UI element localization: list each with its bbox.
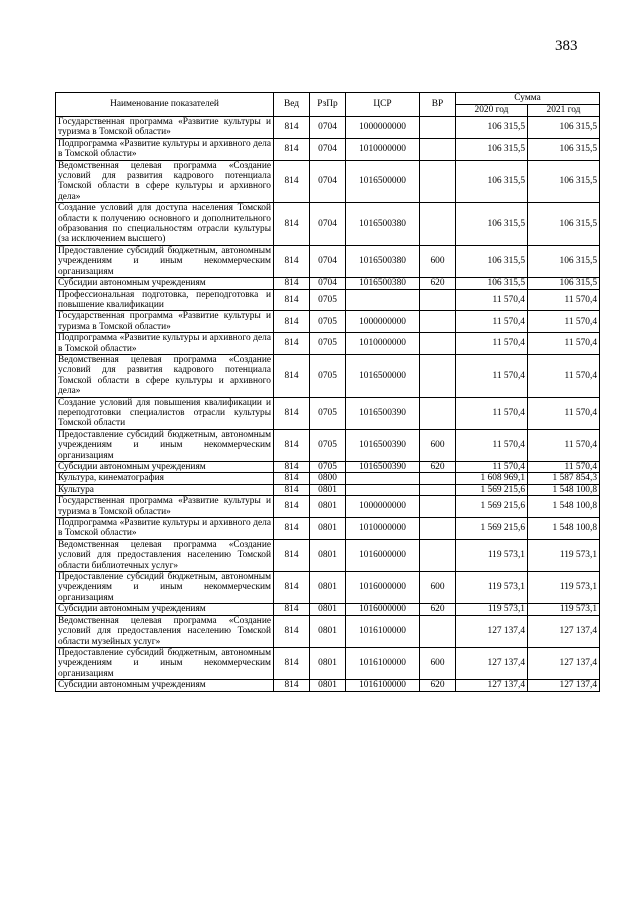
cell-csr: 1016000000 (346, 539, 420, 571)
cell-rzpr: 0705 (310, 333, 346, 355)
cell-rzpr: 0705 (310, 311, 346, 333)
cell-rzpr: 0704 (310, 160, 346, 203)
cell-y2020: 106 315,5 (456, 245, 528, 277)
cell-y2021: 119 573,1 (528, 572, 600, 604)
table-row (56, 462, 600, 473)
cell-y2020: 1 608 969,1 (456, 473, 528, 484)
cell-y2020: 11 570,4 (456, 462, 528, 473)
table-row (56, 647, 600, 679)
cell-name: Ведомственная целевая программа «Создание условий для предоставления населению Томской области библиотечных услуг» (56, 539, 274, 571)
cell-ved: 814 (274, 160, 310, 203)
cell-ved: 814 (274, 311, 310, 333)
cell-name: Государственная программа «Развитие культуры и туризма в Томской области» (56, 496, 274, 518)
cell-y2021: 119 573,1 (528, 604, 600, 615)
cell-name: Субсидии автономным учреждениям (56, 604, 274, 615)
cell-csr: 1016500390 (346, 429, 420, 461)
cell-ved: 814 (274, 462, 310, 473)
cell-y2020: 11 570,4 (456, 354, 528, 397)
cell-y2021: 119 573,1 (528, 539, 600, 571)
cell-y2021: 106 315,5 (528, 160, 600, 203)
header-sum: Сумма (456, 93, 600, 105)
cell-rzpr: 0801 (310, 647, 346, 679)
table-row (56, 289, 600, 311)
cell-rzpr: 0705 (310, 462, 346, 473)
cell-csr: 1016500000 (346, 354, 420, 397)
cell-csr: 1016100000 (346, 647, 420, 679)
cell-csr: 1016500380 (346, 203, 420, 246)
cell-rzpr: 0801 (310, 496, 346, 518)
cell-y2020: 106 315,5 (456, 117, 528, 139)
cell-name: Культура, кинематография (56, 473, 274, 484)
cell-ved: 814 (274, 473, 310, 484)
table-row (56, 429, 600, 461)
cell-name: Ведомственная целевая программа «Создание условий для развития кадрового потенциала Томской области в сфере культуры и архивного дела» (56, 160, 274, 203)
table-body (56, 117, 600, 692)
budget-table (55, 92, 600, 692)
cell-rzpr: 0704 (310, 138, 346, 160)
cell-y2021: 106 315,5 (528, 245, 600, 277)
cell-y2021: 1 548 100,8 (528, 496, 600, 518)
table-row (56, 203, 600, 246)
cell-vr: 620 (420, 462, 456, 473)
cell-vr: 600 (420, 245, 456, 277)
cell-y2020: 119 573,1 (456, 604, 528, 615)
cell-name: Ведомственная целевая программа «Создание условий для развития кадрового потенциала Томской области в сфере культуры и архивного дела» (56, 354, 274, 397)
cell-y2020: 119 573,1 (456, 572, 528, 604)
cell-y2020: 106 315,5 (456, 138, 528, 160)
cell-name: Профессиональная подготовка, переподготовка и повышение квалификации (56, 289, 274, 311)
header-name: Наименование показателей (56, 93, 274, 117)
cell-ved: 814 (274, 496, 310, 518)
cell-y2021: 127 137,4 (528, 680, 600, 691)
table-row (56, 496, 600, 518)
cell-vr (420, 484, 456, 495)
cell-vr (420, 289, 456, 311)
cell-csr (346, 484, 420, 495)
cell-y2020: 127 137,4 (456, 680, 528, 691)
cell-csr: 1016500380 (346, 245, 420, 277)
cell-name: Предоставление субсидий бюджетным, автономным учреждениям и иным некоммерческим организациям (56, 572, 274, 604)
cell-rzpr: 0705 (310, 397, 346, 429)
cell-ved: 814 (274, 397, 310, 429)
cell-vr: 620 (420, 278, 456, 289)
header-vr: ВР (420, 93, 456, 117)
cell-ved: 814 (274, 117, 310, 139)
cell-name: Подпрограмма «Развитие культуры и архивного дела в Томской области» (56, 518, 274, 540)
cell-name: Государственная программа «Развитие культуры и туризма в Томской области» (56, 311, 274, 333)
cell-rzpr: 0801 (310, 572, 346, 604)
table-row (56, 473, 600, 484)
table-row (56, 117, 600, 139)
cell-y2020: 11 570,4 (456, 333, 528, 355)
cell-csr: 1016500000 (346, 160, 420, 203)
cell-name: Предоставление субсидий бюджетным, автономным учреждениям и иным некоммерческим организациям (56, 647, 274, 679)
cell-name: Предоставление субсидий бюджетным, автономным учреждениям и иным некоммерческим организациям (56, 429, 274, 461)
cell-rzpr: 0801 (310, 615, 346, 647)
cell-vr (420, 496, 456, 518)
cell-name: Субсидии автономным учреждениям (56, 680, 274, 691)
cell-vr (420, 117, 456, 139)
cell-ved: 814 (274, 604, 310, 615)
cell-y2020: 1 569 215,6 (456, 496, 528, 518)
cell-y2021: 127 137,4 (528, 647, 600, 679)
table-row (56, 539, 600, 571)
cell-y2021: 11 570,4 (528, 462, 600, 473)
cell-vr (420, 333, 456, 355)
cell-name: Субсидии автономным учреждениям (56, 462, 274, 473)
cell-ved: 814 (274, 203, 310, 246)
cell-y2020: 127 137,4 (456, 615, 528, 647)
table-row (56, 333, 600, 355)
cell-y2020: 106 315,5 (456, 278, 528, 289)
cell-y2021: 11 570,4 (528, 397, 600, 429)
cell-name: Государственная программа «Развитие культуры и туризма в Томской области» (56, 117, 274, 139)
cell-ved: 814 (274, 484, 310, 495)
cell-y2021: 106 315,5 (528, 278, 600, 289)
table-row (56, 354, 600, 397)
table-row (56, 245, 600, 277)
table-row (56, 615, 600, 647)
cell-y2020: 11 570,4 (456, 289, 528, 311)
cell-ved: 814 (274, 615, 310, 647)
cell-rzpr: 0801 (310, 518, 346, 540)
cell-vr (420, 397, 456, 429)
cell-y2021: 11 570,4 (528, 429, 600, 461)
cell-name: Субсидии автономным учреждениям (56, 278, 274, 289)
header-2021: 2021 год (528, 105, 600, 117)
header-row (56, 93, 600, 105)
cell-csr: 1016000000 (346, 572, 420, 604)
table-row (56, 518, 600, 540)
table-row (56, 604, 600, 615)
cell-name: Подпрограмма «Развитие культуры и архивного дела в Томской области» (56, 333, 274, 355)
header-csr: ЦСР (346, 93, 420, 117)
cell-y2021: 1 587 854,3 (528, 473, 600, 484)
cell-rzpr: 0800 (310, 473, 346, 484)
table-row (56, 160, 600, 203)
cell-name: Культура (56, 484, 274, 495)
cell-csr (346, 473, 420, 484)
cell-y2021: 1 548 100,8 (528, 484, 600, 495)
cell-ved: 814 (274, 518, 310, 540)
cell-vr (420, 311, 456, 333)
cell-y2021: 1 548 100,8 (528, 518, 600, 540)
cell-rzpr: 0801 (310, 680, 346, 691)
cell-ved: 814 (274, 278, 310, 289)
cell-vr (420, 539, 456, 571)
cell-y2021: 106 315,5 (528, 117, 600, 139)
cell-name: Создание условий для доступа населения Томской области к получению основного и дополнительного образования по специальностям отрасли культуры (за исключением высшего) (56, 203, 274, 246)
header-rzpr: РзПр (310, 93, 346, 117)
cell-rzpr: 0705 (310, 289, 346, 311)
cell-y2020: 106 315,5 (456, 160, 528, 203)
table-row (56, 484, 600, 495)
header-ved: Вед (274, 93, 310, 117)
cell-rzpr: 0704 (310, 203, 346, 246)
cell-y2020: 1 569 215,6 (456, 484, 528, 495)
cell-vr: 600 (420, 572, 456, 604)
cell-y2020: 11 570,4 (456, 397, 528, 429)
cell-rzpr: 0704 (310, 245, 346, 277)
cell-rzpr: 0801 (310, 539, 346, 571)
cell-y2020: 127 137,4 (456, 647, 528, 679)
cell-csr: 1016100000 (346, 680, 420, 691)
header-2020: 2020 год (456, 105, 528, 117)
cell-csr: 1010000000 (346, 333, 420, 355)
cell-vr (420, 473, 456, 484)
cell-csr: 1016100000 (346, 615, 420, 647)
cell-y2020: 11 570,4 (456, 429, 528, 461)
cell-y2021: 127 137,4 (528, 615, 600, 647)
cell-csr: 1000000000 (346, 117, 420, 139)
cell-vr: 600 (420, 429, 456, 461)
cell-y2021: 11 570,4 (528, 311, 600, 333)
cell-csr: 1010000000 (346, 518, 420, 540)
cell-vr (420, 160, 456, 203)
cell-csr: 1016000000 (346, 604, 420, 615)
cell-ved: 814 (274, 289, 310, 311)
cell-rzpr: 0704 (310, 117, 346, 139)
cell-ved: 814 (274, 333, 310, 355)
cell-y2021: 106 315,5 (528, 138, 600, 160)
cell-rzpr: 0801 (310, 484, 346, 495)
table-row (56, 278, 600, 289)
cell-ved: 814 (274, 647, 310, 679)
cell-rzpr: 0705 (310, 354, 346, 397)
cell-ved: 814 (274, 354, 310, 397)
cell-vr (420, 615, 456, 647)
cell-csr: 1016500380 (346, 278, 420, 289)
cell-y2021: 106 315,5 (528, 203, 600, 246)
cell-rzpr: 0704 (310, 278, 346, 289)
cell-y2020: 106 315,5 (456, 203, 528, 246)
cell-name: Создание условий для повышения квалификации и переподготовки специалистов отрасли культуры Томской области (56, 397, 274, 429)
cell-ved: 814 (274, 245, 310, 277)
cell-vr: 600 (420, 647, 456, 679)
cell-ved: 814 (274, 429, 310, 461)
cell-csr: 1000000000 (346, 496, 420, 518)
cell-y2020: 119 573,1 (456, 539, 528, 571)
cell-y2020: 11 570,4 (456, 311, 528, 333)
cell-csr: 1010000000 (346, 138, 420, 160)
table-row (56, 572, 600, 604)
cell-y2021: 11 570,4 (528, 289, 600, 311)
cell-name: Предоставление субсидий бюджетным, автономным учреждениям и иным некоммерческим организациям (56, 245, 274, 277)
cell-vr: 620 (420, 604, 456, 615)
cell-name: Ведомственная целевая программа «Создание условий для предоставления населению Томской области музейных услуг» (56, 615, 274, 647)
cell-ved: 814 (274, 680, 310, 691)
cell-y2021: 11 570,4 (528, 333, 600, 355)
cell-name: Подпрограмма «Развитие культуры и архивного дела в Томской области» (56, 138, 274, 160)
table-row (56, 311, 600, 333)
cell-csr: 1000000000 (346, 311, 420, 333)
cell-ved: 814 (274, 138, 310, 160)
cell-vr (420, 518, 456, 540)
cell-vr: 620 (420, 680, 456, 691)
table-row (56, 680, 600, 691)
cell-y2020: 1 569 215,6 (456, 518, 528, 540)
cell-csr: 1016500390 (346, 397, 420, 429)
cell-rzpr: 0801 (310, 604, 346, 615)
cell-csr: 1016500390 (346, 462, 420, 473)
cell-ved: 814 (274, 539, 310, 571)
cell-y2021: 11 570,4 (528, 354, 600, 397)
cell-vr (420, 354, 456, 397)
cell-vr (420, 138, 456, 160)
cell-ved: 814 (274, 572, 310, 604)
table-row (56, 397, 600, 429)
table-row (56, 138, 600, 160)
page-number: 383 (555, 38, 578, 54)
cell-rzpr: 0705 (310, 429, 346, 461)
cell-csr (346, 289, 420, 311)
cell-vr (420, 203, 456, 246)
